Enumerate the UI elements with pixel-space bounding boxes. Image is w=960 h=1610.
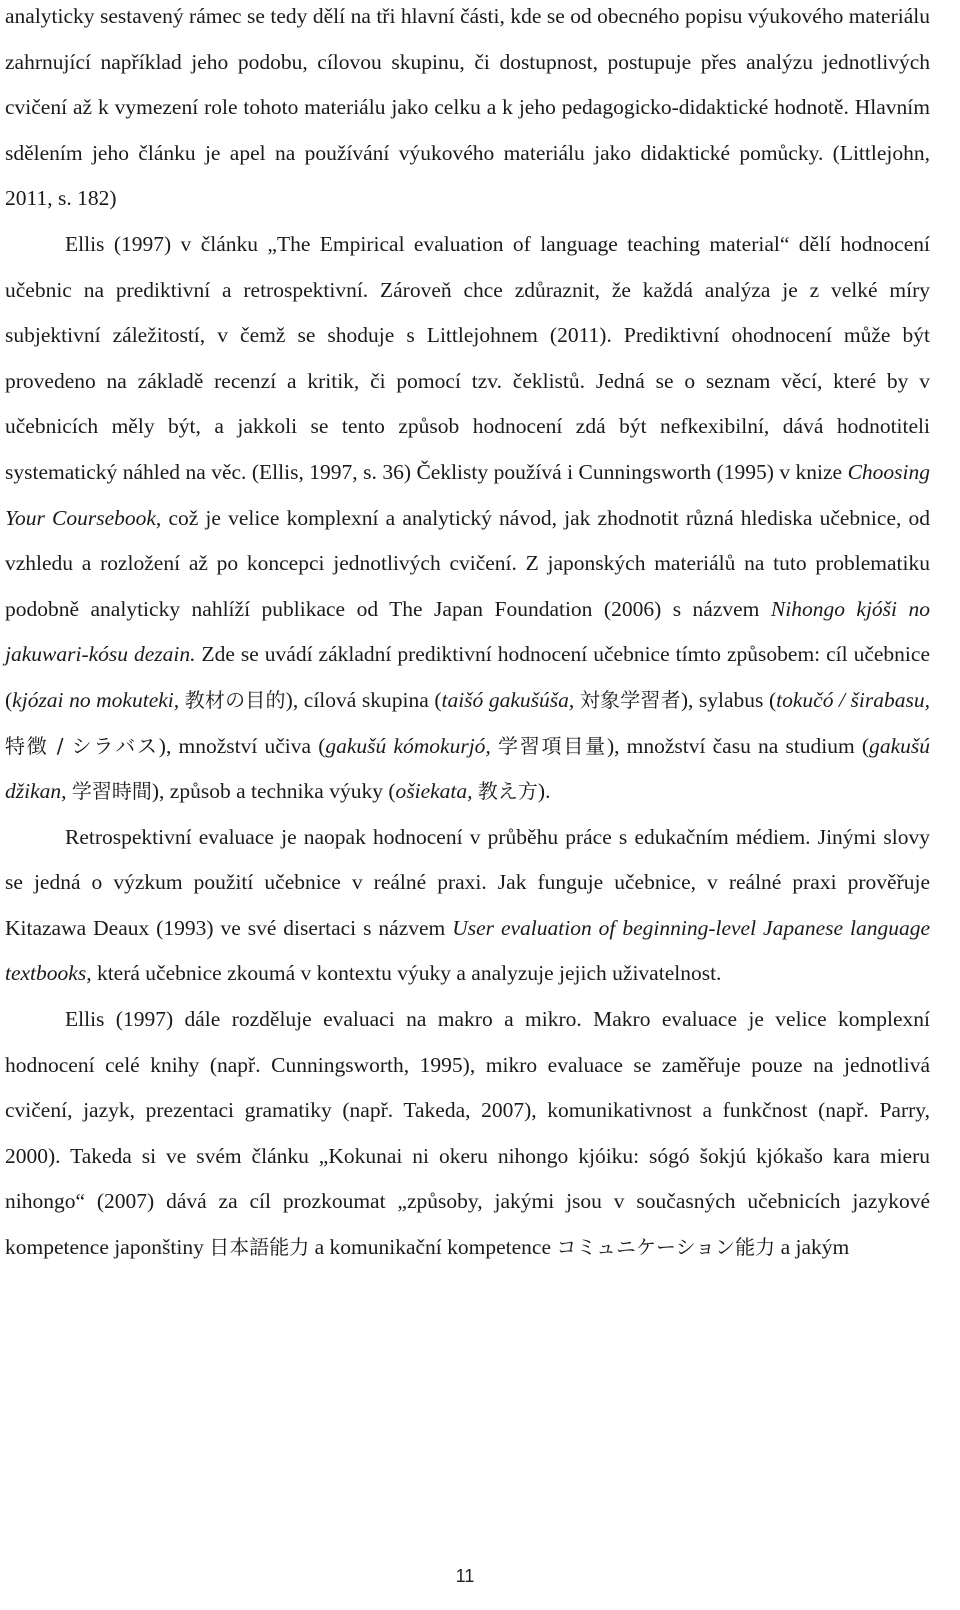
text-run: a jakým <box>775 1235 850 1260</box>
text-run: ), způsob a technika výuky ( <box>151 779 396 804</box>
text-run: ), sylabus ( <box>680 687 777 712</box>
japanese-text: 教え方 <box>477 779 538 804</box>
paragraph-2 <box>5 222 930 815</box>
italic-text: gakušú kómokurjó, <box>325 733 498 758</box>
italic-text: ošiekata, <box>395 779 478 804</box>
japanese-text: 教材の目的 <box>184 687 286 712</box>
text-run: ). <box>537 779 551 804</box>
text-run: ), cílová skupina ( <box>285 687 442 712</box>
text-run: Retrospektivní evaluace je naopak hodnocení v průběhu práce s edukačním médiem. Jinými slovy se jedná o výzkum použití učebnice v reálné praxi. Jak funguje učebnice, v reálné praxi prověřuje Kitazawa Deaux (1993) ve své disertaci s názvem <box>5 824 930 940</box>
paragraph-1 <box>5 0 930 222</box>
text-run: , což je velice komplexní a analytický návod, jak zhodnotit různá hlediska učebnice, od vzhledu a rozložení až po koncepci jednotlivých cvičení. Z japonských materiálů na tuto problematiku podobně analyticky nahlíží publikace od The Japan Foundation (2006) s názvem <box>5 505 931 621</box>
text-run: ), množství učiva ( <box>158 733 326 758</box>
paragraph-3 <box>5 815 930 997</box>
italic-text: tokučó / širabasu, <box>776 687 931 712</box>
japanese-text: 特徴 / シラバス <box>5 733 159 758</box>
paragraph-4 <box>5 997 930 1271</box>
italic-text: gakušú džikan, <box>5 733 931 804</box>
text-run: a komunikační kompetence <box>309 1235 557 1260</box>
japanese-text: 学習時間 <box>71 779 152 804</box>
italic-text: User evaluation of beginning-level Japanese language textbooks <box>5 915 930 986</box>
italic-text: Choosing Your Coursebook <box>5 459 930 530</box>
page-number: 11 <box>455 1566 475 1586</box>
japanese-text: 学習項目量 <box>497 733 607 758</box>
italic-text: taišó gakušúša, <box>441 687 580 712</box>
italic-text: Nihongo kjóši no jakuwari-kósu dezain. <box>5 596 930 667</box>
japanese-text: コミュニケーション能力 <box>556 1235 776 1260</box>
japanese-text: 日本語能力 <box>209 1235 310 1260</box>
text-run: Ellis (1997) dále rozděluje evaluaci na makro a mikro. Makro evaluace je velice komplexní hodnocení celé knihy (např. Cunningsworth, 1995), mikro evaluace se zaměřuje pouze na jednotlivá cvičení, jazyk, prezentaci gramatiky (např. Takeda, 2007), komunikativnost a funkčnost (např. Parry, 2000). Takeda si ve svém článku „Kokunai ni okeru nihongo kjóiku: sógó šokjú kjókašo kara mieru nihongo“ (2007) dává za cíl prozkoumat „způsoby, jakými jsou v současných učebnicích jazykové kompetence japonštiny <box>5 1007 930 1260</box>
text-run: analyticky sestavený rámec se tedy dělí na tři hlavní části, kde se od obecného popisu výukového materiálu zahrnující například jeho podobu, cílovou skupinu, či dostupnost, postupuje přes analýzu jednotlivých cvičení až k vymezení role tohoto materiálu jako celku a k jeho pedagogicko-didaktické hodnotě. Hlavním sdělením jeho článku je apel na používání výukového materiálu jako didaktické pomůcky. (Littlejohn, 2011, s. 182) <box>5 4 930 211</box>
text-run: , která učebnice zkoumá v kontextu výuky a analyzuje jejich uživatelnost. <box>86 961 722 986</box>
italic-text: kjózai no mokuteki, <box>12 687 185 712</box>
text-run: ), množství času na studium ( <box>606 733 870 758</box>
text-run: Zde se uvádí základní prediktivní hodnocení učebnice tímto způsobem: cíl učebnice ( <box>5 642 930 712</box>
document-page <box>5 0 930 1271</box>
japanese-text: 対象学習者 <box>579 687 681 712</box>
text-run: Ellis (1997) v článku „The Empirical evaluation of language teaching material“ dělí hodnocení učebnic na prediktivní a retrospektivní. Zároveň chce zdůraznit, že každá analýza je z velké míry subjektivní záležitostí, v čemž se shoduje s Littlejohnem (2011). Prediktivní ohodnocení může být provedeno na základě recenzí a kritik, či pomocí tzv. čeklistů. Jedná se o seznam věcí, které by v učebnicích měly být, a jakkoli se tento způsob hodnocení zdá být nefkexibilní, dává hodnotiteli systematický náhled na věc. (Ellis, 1997, s. 36) Čeklisty používá i Cunningsworth (1995) v knize <box>5 231 930 484</box>
